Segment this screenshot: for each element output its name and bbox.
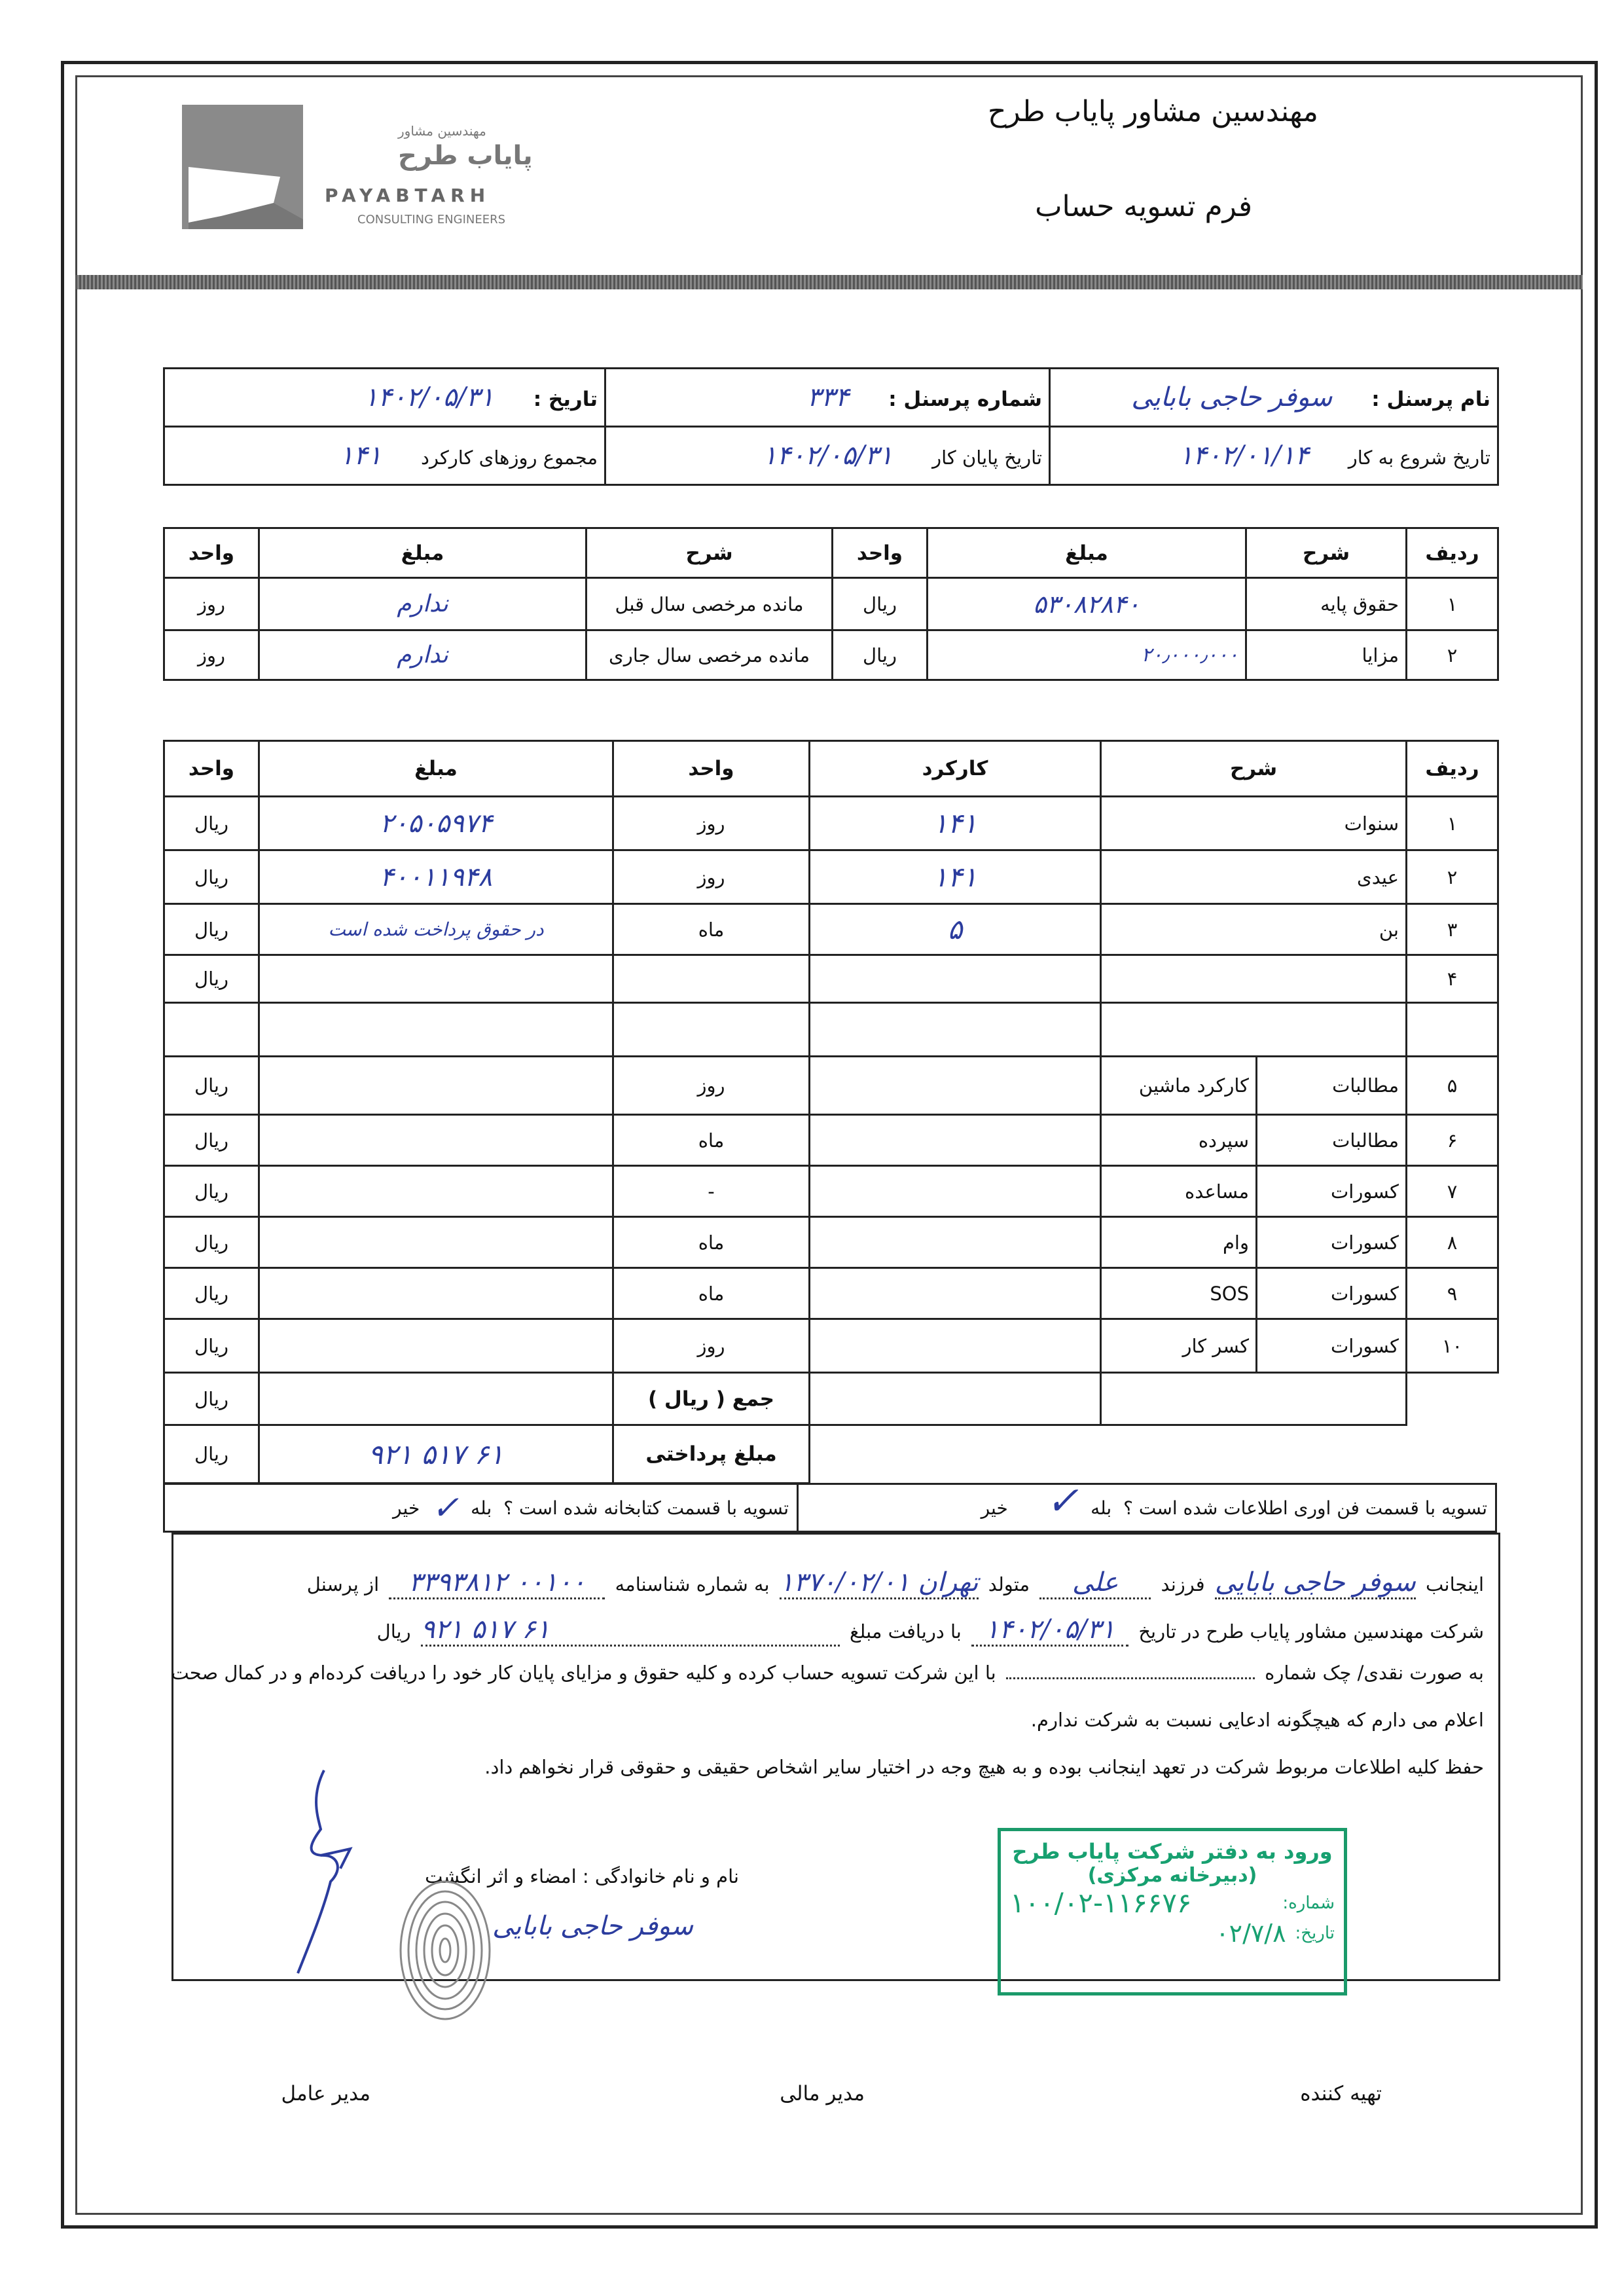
row-category: کسورات	[1257, 1319, 1407, 1373]
row-amount	[259, 1217, 613, 1268]
total-currency: ریال	[164, 1373, 259, 1425]
id-number: ۰۰۱۰۰ ۳۳۹۳۸۱۲	[408, 1567, 586, 1597]
preparer-signature-label: تهیه کننده	[1300, 2082, 1382, 2105]
row-amount-2: ندارم	[259, 578, 586, 630]
row-amount	[259, 1319, 613, 1373]
row-number: ۷	[1407, 1166, 1498, 1217]
row-unit: ماه	[613, 904, 810, 955]
payable-currency: ریال	[164, 1425, 259, 1484]
header-vahed-2: واحد	[164, 741, 259, 797]
office-entry-stamp	[998, 1828, 1347, 1995]
row-work-amount	[810, 1003, 1101, 1057]
text: اینجانب	[1426, 1573, 1484, 1595]
row-description: مساعده	[1101, 1166, 1257, 1217]
header-mablagh: مبلغ	[928, 528, 1246, 578]
date-cell	[164, 369, 605, 427]
row-description-2: مانده مرخصی سال جاری	[586, 630, 833, 680]
work-days-cell	[164, 427, 605, 485]
logo-mark-icon	[182, 105, 303, 229]
stamp-date: ۰۲/۷/۸	[1216, 1919, 1286, 1948]
row-unit	[613, 955, 810, 1003]
row-work-amount	[810, 1115, 1101, 1166]
table-row	[164, 850, 1498, 904]
stamp-number-label: شماره:	[1282, 1893, 1335, 1913]
company-title: مهندسین مشاور پایاب طرح	[988, 95, 1318, 128]
row-number: ۵	[1407, 1057, 1498, 1115]
table-row	[164, 1217, 1498, 1268]
row-work-amount	[810, 1319, 1101, 1373]
empty-cell	[1407, 1373, 1498, 1425]
end-date-label: تاریخ پایان کار	[932, 446, 1042, 469]
table-row	[164, 797, 1498, 850]
row-number: ۲	[1407, 850, 1498, 904]
row-currency: ریال	[164, 797, 259, 850]
text: شرکت مهندسین مشاور پایاب طرح در تاریخ	[1138, 1620, 1484, 1643]
personnel-no-value: ۳۳۴	[806, 382, 850, 412]
row-unit: روز	[613, 1057, 810, 1115]
text: فرزند	[1161, 1573, 1205, 1595]
header-sharh-2: شرح	[586, 528, 833, 578]
row-currency: ریال	[164, 955, 259, 1003]
row-unit: -	[613, 1166, 810, 1217]
row-unit	[613, 1003, 810, 1057]
row-amount: ۲۰٫۰۰۰٫۰۰۰	[928, 630, 1246, 680]
fingerprint-icon	[396, 1875, 494, 2026]
row-work-amount	[810, 1057, 1101, 1115]
personnel-no-label: شماره پرسنل :	[888, 388, 1042, 411]
text: با دریافت مبلغ	[850, 1620, 962, 1643]
row-description: وام	[1101, 1217, 1257, 1268]
ceo-signature-label: مدیر عامل	[281, 2082, 370, 2105]
table-row	[164, 904, 1498, 955]
empty-cell	[810, 1425, 1101, 1484]
text: به صورت نقدی/ چک شماره	[1265, 1662, 1484, 1684]
row-work-amount: ۱۴۱	[810, 850, 1101, 904]
row-category: مطالبات	[1257, 1057, 1407, 1115]
declaration-line-4: اعلام می دارم که هیچگونه ادعایی نسبت به شرکت ندارم.	[1030, 1709, 1484, 1731]
row-work-amount: ۵	[810, 904, 1101, 955]
row-work-amount	[810, 1166, 1101, 1217]
empty-cell	[1101, 1373, 1407, 1425]
row-amount	[259, 1166, 613, 1217]
row-currency: ریال	[164, 1217, 259, 1268]
empty-cell	[1101, 1425, 1407, 1484]
name-cell	[1050, 369, 1498, 427]
header-divider	[75, 275, 1583, 289]
total-row	[164, 1373, 1498, 1425]
row-description	[1101, 955, 1407, 1003]
row-amount: ۲۰۵۰۵۹۷۴	[259, 797, 613, 850]
row-amount	[259, 1268, 613, 1319]
work-days-label: مجموع روزهای کارکرد	[421, 446, 598, 469]
row-description: حقوق پایه	[1246, 578, 1407, 630]
total-label: جمع ( ریال )	[613, 1373, 810, 1425]
table-row	[164, 1003, 1498, 1057]
row-number: ۹	[1407, 1268, 1498, 1319]
row-number	[1407, 1003, 1498, 1057]
stamp-number: ۱۰۰/۰۲-۱۱۶۶۷۶	[1010, 1887, 1192, 1919]
table-row	[164, 955, 1498, 1003]
declaration-line-5: حفظ کلیه اطلاعات مربوط شرکت در تعهد اینجانب بوده و به هیچ وجه در اختیار سایر اشخاص حقیقی و حقوقی قرار نخواهم داد.	[484, 1756, 1484, 1778]
row-description: مزایا	[1246, 630, 1407, 680]
it-clearance-question: تسویه با قسمت فن اوری اطلاعات شده است ؟	[1123, 1497, 1487, 1519]
library-no-option[interactable]: خیر	[393, 1497, 420, 1519]
stamp-line-1: ورود به دفتر شرکت پایاب طرح	[1012, 1839, 1333, 1864]
header-sharh: شرح	[1101, 741, 1407, 797]
start-date-value: ۱۴۰۲/۰۱/۱۴	[1178, 441, 1309, 471]
payable-row	[164, 1425, 1498, 1484]
header-vahed: واحد	[833, 528, 928, 578]
table-row	[164, 1319, 1498, 1373]
row-description: SOS	[1101, 1268, 1257, 1319]
row-description-2: مانده مرخصی سال قبل	[586, 578, 833, 630]
row-amount: ۴۰۰۱۱۹۴۸	[259, 850, 613, 904]
row-amount	[259, 1115, 613, 1166]
row-currency: ریال	[164, 1115, 259, 1166]
name-label: نام پرسنل :	[1371, 388, 1490, 411]
settlement-items-table	[163, 740, 1499, 1484]
date-label: تاریخ :	[533, 388, 598, 411]
row-description: سپرده	[1101, 1115, 1257, 1166]
row-amount: ۵۳۰۸۲۸۴۰	[928, 578, 1246, 630]
row-work-amount	[810, 1217, 1101, 1268]
text: با این شرکت تسویه حساب کرده و کلیه حقوق و مزایای پایان کار خود را دریافت کرده‌ام و در کمال صحت	[171, 1662, 996, 1684]
row-category: مطالبات	[1257, 1115, 1407, 1166]
text: متولد	[988, 1573, 1030, 1595]
header-vahed: واحد	[613, 741, 810, 797]
row-unit: ماه	[613, 1217, 810, 1268]
personnel-info-table	[163, 367, 1499, 486]
row-unit: ماه	[613, 1268, 810, 1319]
payable-value: ۶۱ ۵۱۷ ۹۲۱	[259, 1425, 613, 1484]
finance-manager-signature-label: مدیر مالی	[780, 2082, 865, 2105]
row-amount: در حقوق پرداخت شده است	[259, 904, 613, 955]
table-row	[164, 1166, 1498, 1217]
row-number: ۶	[1407, 1115, 1498, 1166]
row-number: ۲	[1407, 630, 1498, 680]
row-currency: ریال	[164, 1057, 259, 1115]
row-currency: ریال	[164, 904, 259, 955]
row-amount	[259, 1057, 613, 1115]
row-category: کسورات	[1257, 1217, 1407, 1268]
name-value: سوفر حاجی بابایی	[1131, 382, 1333, 412]
form-title: فرم تسویه حساب	[1035, 190, 1252, 223]
row-number: ۴	[1407, 955, 1498, 1003]
table-row	[164, 630, 1498, 680]
row-amount	[259, 1003, 613, 1057]
row-currency	[164, 1003, 259, 1057]
settlement-amount: ۶۱ ۵۱۷ ۹۲۱	[420, 1614, 550, 1645]
row-unit-2: روز	[164, 578, 259, 630]
header-radif: ردیف	[1407, 741, 1498, 797]
declarant-name: سوفر حاجی بابایی	[1214, 1567, 1416, 1597]
row-description: عیدی	[1101, 850, 1407, 904]
row-unit-2: روز	[164, 630, 259, 680]
birth-place-date: تهران ۱۳۷۰/۰۲/۰۱	[779, 1567, 979, 1597]
library-clearance-question: تسویه با قسمت کتابخانه شده است ؟	[503, 1497, 789, 1519]
row-work-amount	[810, 955, 1101, 1003]
text: به شماره شناسنامه	[615, 1573, 770, 1595]
declaration-line-2	[377, 1614, 1484, 1647]
stamp-line-2: (دبیرخانه مرکزی)	[1087, 1864, 1257, 1887]
row-number: ۱	[1407, 797, 1498, 850]
row-description: کسر کار	[1101, 1319, 1257, 1373]
signature-icon	[285, 1757, 389, 1980]
start-date-label: تاریخ شروع به کار	[1348, 446, 1490, 469]
clearance-row	[163, 1478, 1497, 1533]
row-unit: روز	[613, 1319, 810, 1373]
row-description: کارکرد ماشین	[1101, 1057, 1257, 1115]
row-number: ۸	[1407, 1217, 1498, 1268]
total-value	[259, 1373, 613, 1425]
row-description: سنوات	[1101, 797, 1407, 850]
row-number: ۱۰	[1407, 1319, 1498, 1373]
signature-name: سوفر حاجی بابایی	[492, 1911, 693, 1941]
header-vahed-2: واحد	[164, 528, 259, 578]
it-yes-option[interactable]: بله	[1091, 1497, 1112, 1519]
row-number: ۳	[1407, 904, 1498, 955]
row-description	[1101, 1003, 1407, 1057]
header-mablagh-2: مبلغ	[259, 528, 586, 578]
empty-cell	[810, 1373, 1101, 1425]
header-radif: ردیف	[1407, 528, 1498, 578]
declaration-line-3	[171, 1662, 1484, 1684]
library-yes-option[interactable]: بله	[471, 1497, 492, 1519]
header-mablagh: مبلغ	[259, 741, 613, 797]
row-unit: ماه	[613, 1115, 810, 1166]
row-category: کسورات	[1257, 1268, 1407, 1319]
row-currency: ریال	[164, 1268, 259, 1319]
work-days-value: ۱۴۱	[339, 441, 382, 471]
row-currency: ریال	[164, 1319, 259, 1373]
row-work-amount: ۱۴۱	[810, 797, 1101, 850]
it-no-option[interactable]: خیر	[981, 1497, 1008, 1519]
company-logo	[182, 105, 575, 236]
logo-fa-small: مهندسین مشاور	[398, 123, 486, 139]
stamp-date-label: تاریخ:	[1295, 1923, 1335, 1943]
check-mark-icon: ✓	[431, 1489, 460, 1527]
row-currency: ریال	[164, 1166, 259, 1217]
row-amount-2: ندارم	[259, 630, 586, 680]
logo-en-sub: CONSULTING ENGINEERS	[357, 213, 506, 227]
text: ریال	[376, 1620, 411, 1643]
library-clearance	[165, 1485, 797, 1531]
row-work-amount	[810, 1268, 1101, 1319]
row-unit: ریال	[833, 630, 928, 680]
row-unit: روز	[613, 850, 810, 904]
payable-label: مبلغ پرداختی	[613, 1425, 810, 1484]
check-mark-icon: ✓	[1045, 1478, 1079, 1524]
end-date-value: ۱۴۰۲/۰۵/۳۱	[763, 441, 893, 471]
father-name: علی	[1072, 1567, 1119, 1597]
table-row	[164, 578, 1498, 630]
row-description: بن	[1101, 904, 1407, 955]
salary-leave-table	[163, 527, 1499, 681]
logo-fa-big: پایاب طرح	[398, 141, 533, 171]
table-row	[164, 1268, 1498, 1319]
start-date-cell	[1050, 427, 1498, 485]
settlement-date: ۱۴۰۲/۰۵/۳۱	[984, 1614, 1115, 1645]
row-category: کسورات	[1257, 1166, 1407, 1217]
logo-en-name: PAYABTARH	[325, 185, 491, 206]
declaration-line-1	[307, 1567, 1484, 1599]
end-date-cell	[605, 427, 1050, 485]
it-clearance	[797, 1478, 1495, 1531]
text: از پرسنل	[306, 1573, 380, 1595]
row-unit: ریال	[833, 578, 928, 630]
row-amount	[259, 955, 613, 1003]
row-unit: روز	[613, 797, 810, 850]
table-row	[164, 1115, 1498, 1166]
date-value: ۱۴۰۲/۰۵/۳۱	[363, 382, 494, 412]
signature-label: نام و نام خانوادگی : امضاء و اثر انگشت	[425, 1865, 739, 1887]
empty-cell	[1407, 1425, 1498, 1484]
personnel-no-cell	[605, 369, 1050, 427]
header-karkard: کارکرد	[810, 741, 1101, 797]
row-currency: ریال	[164, 850, 259, 904]
header-sharh: شرح	[1246, 528, 1407, 578]
table-row	[164, 1057, 1498, 1115]
row-number: ۱	[1407, 578, 1498, 630]
